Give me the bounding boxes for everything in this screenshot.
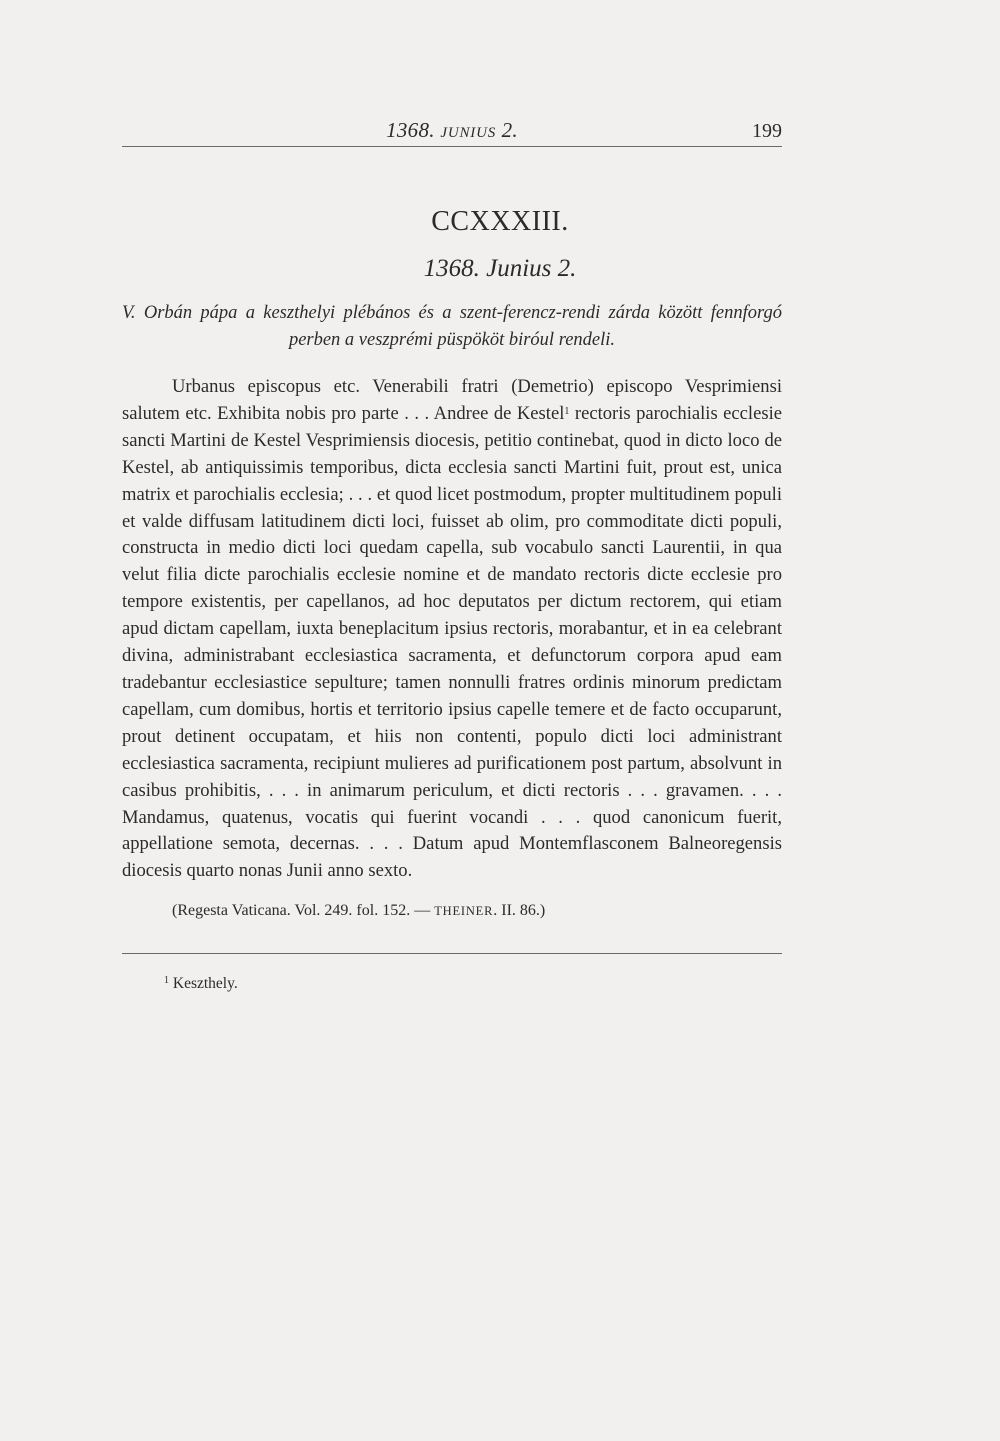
footnote-divider bbox=[122, 953, 782, 954]
footnote-text: Keszthely. bbox=[172, 975, 238, 992]
citation-author: THEINER bbox=[434, 904, 494, 918]
document-number: CCXXXIII. bbox=[431, 206, 569, 237]
footnote bbox=[164, 975, 238, 993]
footnote-marker: 1 bbox=[164, 975, 169, 986]
citation-text-part-1: (Regesta Vaticana. Vol. 249. fol. 152. — bbox=[172, 902, 435, 919]
citation-text-part-2: . II. 86.) bbox=[493, 902, 546, 919]
body-paragraph bbox=[122, 374, 782, 885]
page-number: 199 bbox=[752, 120, 782, 142]
source-citation bbox=[172, 902, 545, 920]
document-date: 1368. Junius 2. bbox=[423, 255, 577, 282]
running-head bbox=[122, 116, 782, 147]
running-head-month: JUNIUS bbox=[440, 125, 496, 141]
document-body bbox=[122, 374, 782, 885]
document-summary: V. Orbán pápa a keszthelyi plébános és a szent-ferencz-rendi zárda között fennforgó perben a veszprémi püspököt biróul rendeli. bbox=[122, 303, 782, 350]
body-text-part-2: rectoris parochialis ecclesie sancti Martini de Kestel Vesprimiensis diocesis, petitio continebat, quod in dicto loco de Kestel, ab antiquissimis temporibus, dicta ecclesia sancti Martini fuit, prout est, unica matrix et parochialis ecclesia; . . . et quod licet postmodum, propter multitudinem populi et valde diffusam latitudinem dicti loci, fuisset ab olim, pro commoditate dicti populi, constructa in medio dicti loci quedam capella, sub vocabulo sancti Laurentii, in qua velut filia dicte parochialis ecclesie nomine et de mandato rectoris dicte ecclesie pro tempore existentis, per capellanos, ad hoc deputatos per dictum rectorem, qui etiam apud dictam capellam, iuxta beneplacitum ipsius rectoris, morabantur, et in ea celebrant divina, administrabant ecclesiastica sacramenta, et defunctorum corpora apud eam tradebantur ecclesiastice sepulture; tamen nonnulli fratres ordinis minorum predictam capellam, cum domibus, hortis et territorio ipsius capelle temere et de facto occuparunt, prout detinent occupatam, et hiis non contenti, populo dicti loci administrant ecclesiastica sacramenta, recipiunt mulieres ad purificationem post partum, absolvunt in casibus prohibitis, . . . in animarum periculum, et dicti rectoris . . . gravamen. . . . Mandamus, quatenus, vocatis qui fuerint vocandi . . . quod canonicum fuerit, appellatione semota, decernas. . . . Datum apud Montemflasconem Balneoregensis diocesis quarto nonas Junii anno sexto. bbox=[122, 402, 782, 882]
running-head-day: 2. bbox=[501, 118, 518, 142]
footnote-reference: 1 bbox=[564, 405, 570, 417]
running-head-year: 1368. bbox=[386, 118, 435, 142]
running-head-title bbox=[122, 118, 782, 143]
body-text-part-1: Urbanus episcopus etc. Venerabili fratri (Demetrio) episcopo Vesprimiensi salutem etc. Exhibita nobis pro parte . . . Andree de Kestel bbox=[122, 376, 782, 424]
